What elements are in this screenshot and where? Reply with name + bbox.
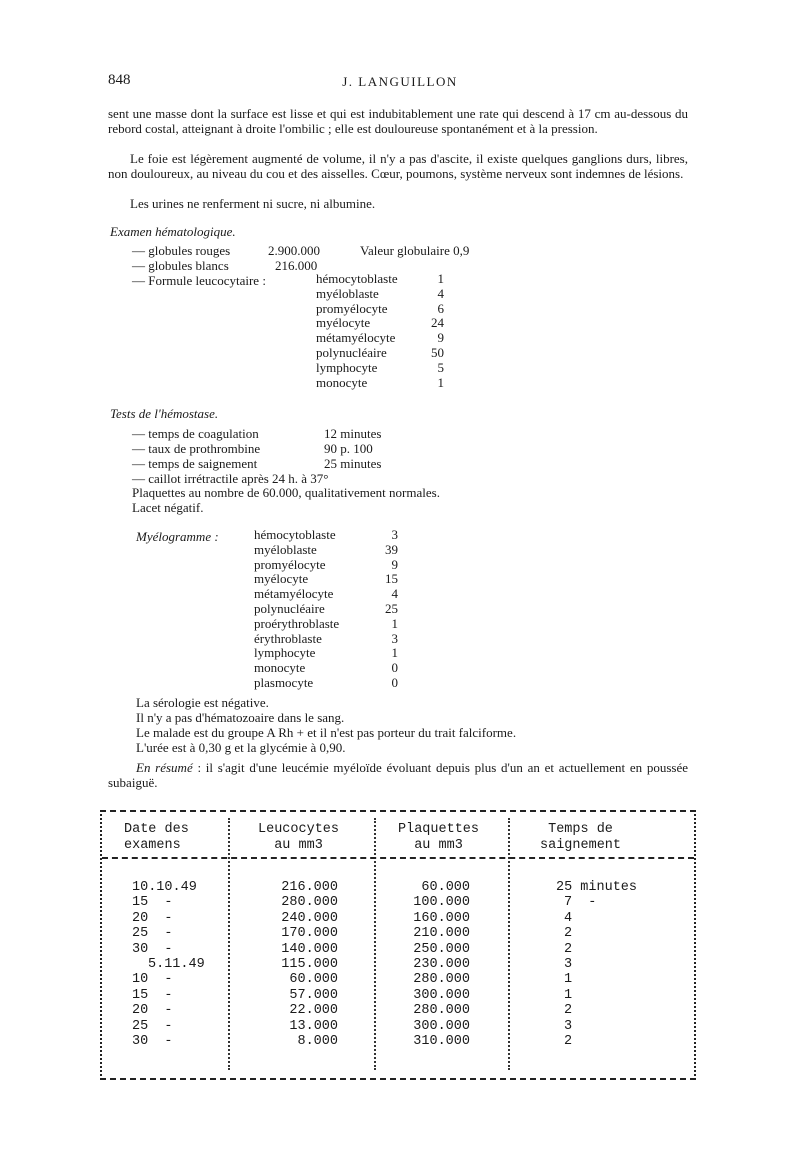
table-cell: 30 - — [132, 941, 173, 957]
coagulation-label: — temps de coagulation — [132, 426, 259, 441]
paragraph-rate: sent une masse dont la surface est lisse et qui est indubitablement une rate qui descend à 17 cm au-dessous du rebord costal, atteignant à droite l'ombilic ; elle est douloureuse spontanément et à la pression. — [108, 106, 688, 136]
table-row: monocyte 0 — [254, 660, 398, 676]
table-cell: 160.000 — [413, 910, 470, 926]
plaquettes-column — [402, 880, 470, 1049]
table-cell: 2 — [564, 941, 573, 957]
table-cell: 280.000 — [281, 895, 338, 911]
myelogramme-heading: Myélogramme : — [136, 529, 219, 544]
valeur-globulaire: Valeur globulaire 0,9 — [360, 243, 470, 258]
table-row: lymphocyte 1 — [254, 645, 398, 661]
table-cell: 300.000 — [413, 987, 470, 1003]
table-cell: 2 — [564, 1034, 573, 1050]
summary-table — [100, 810, 696, 1080]
header-divider — [102, 857, 694, 859]
table-cell: 230.000 — [413, 957, 470, 973]
leucocytes-column — [262, 880, 338, 1049]
table-cell: 210.000 — [413, 926, 470, 942]
prothrombine-label: — taux de prothrombine — [132, 441, 261, 456]
table-cell: 4 — [564, 910, 573, 926]
table-row: métamyélocyte 9 — [316, 330, 444, 346]
table-cell: 3 — [564, 957, 573, 973]
table-cell: 2 — [564, 926, 573, 942]
table-row: promyélocyte 6 — [316, 300, 444, 316]
table-cell: 115.000 — [281, 957, 338, 973]
table-cell: 15 - — [132, 987, 173, 1003]
table-cell: 22.000 — [289, 1003, 338, 1019]
paragraph-urines: Les urines ne renferment ni sucre, ni albumine. — [130, 196, 376, 211]
running-head: J. LANGUILLON — [342, 74, 458, 89]
table-cell: 30 - — [132, 1034, 173, 1050]
table-cell: 100.000 — [413, 895, 470, 911]
table-row: plasmocyte 0 — [254, 674, 398, 690]
table-cell: 13.000 — [289, 1018, 338, 1034]
myelogramme-table — [254, 528, 398, 691]
table-cell: 25 - — [132, 1018, 173, 1034]
table-row: myélocyte 15 — [254, 571, 398, 587]
table-cell: 1 — [564, 972, 573, 988]
table-cell: 300.000 — [413, 1018, 470, 1034]
column-divider — [374, 818, 376, 1070]
table-row: métamyélocyte 4 — [254, 586, 398, 602]
date-column — [132, 880, 205, 1049]
table-row: lymphocyte 5 — [316, 359, 444, 375]
table-cell: 60.000 — [421, 880, 470, 895]
table-cell: 2 — [564, 1003, 573, 1019]
saignement-value: 25 minutes — [324, 456, 382, 471]
table-cell: 5.11.49 — [148, 957, 205, 973]
formule-label: — Formule leucocytaire : — [132, 273, 266, 288]
table-cell: 25 minutes — [556, 880, 638, 895]
prothrombine-value: 90 p. 100 — [324, 441, 373, 456]
globules-rouges-label: — globules rouges — [132, 243, 231, 258]
table-cell: 8.000 — [297, 1034, 338, 1050]
table-row: promyélocyte 9 — [254, 556, 398, 572]
table-cell: 240.000 — [281, 910, 338, 926]
table-cell: 3 — [564, 1018, 573, 1034]
table-row: polynucléaire 50 — [316, 344, 444, 360]
table-cell: 250.000 — [413, 941, 470, 957]
table-row: hémocytoblaste 1 — [316, 271, 444, 286]
table-row: polynucléaire 25 — [254, 600, 398, 616]
table-row: érythroblaste 3 — [254, 630, 398, 646]
table-row: myéloblaste 39 — [254, 541, 398, 557]
groupe-line: Le malade est du groupe A Rh + et il n'est pas porteur du trait falciforme. — [136, 725, 517, 740]
table-cell: 20 - — [132, 1003, 173, 1019]
table-row: monocyte 1 — [316, 374, 444, 390]
serologie-line: La sérologie est négative. — [136, 695, 269, 710]
header-leucocytes: Leucocytes au mm3 — [258, 822, 340, 853]
resume-paragraph: En résumé : il s'agit d'une leucémie myéloïde évoluant depuis plus d'un an et actuellement en poussée subaiguë. — [108, 760, 688, 790]
table-row: proérythroblaste 1 — [254, 615, 398, 631]
plaquettes-line: Plaquettes au nombre de 60.000, qualitativement normales. — [132, 485, 440, 500]
table-cell: 60.000 — [289, 972, 338, 988]
uree-line: L'urée est à 0,30 g et la glycémie à 0,90. — [136, 740, 346, 755]
header-plaquettes: Plaquettes au mm3 — [398, 822, 480, 853]
hemato-heading: Examen hématologique. — [110, 224, 236, 239]
table-cell: 10.10.49 — [132, 880, 197, 895]
table-cell: 280.000 — [413, 1003, 470, 1019]
table-cell: 57.000 — [289, 987, 338, 1003]
hemostase-heading: Tests de l'hémostase. — [110, 406, 219, 421]
paragraph-foie: Le foie est légèrement augmenté de volume, il n'y a pas d'ascite, il existe quelques ganglions durs, libres, non douloureux, au niveau du cou et des aisselles. Cœur, poumons, système nerveux sont indemnes de lésions. — [108, 151, 688, 181]
table-cell: 310.000 — [413, 1034, 470, 1050]
table-cell: 7 - — [564, 895, 597, 911]
table-cell: 170.000 — [281, 926, 338, 942]
table-cell: 140.000 — [281, 941, 338, 957]
globules-rouges-value: 2.900.000 — [268, 243, 320, 258]
globules-blancs-label: — globules blancs — [132, 258, 229, 273]
column-divider — [508, 818, 510, 1070]
globules-blancs-value: 216.000 — [275, 258, 318, 273]
page-number: 848 — [108, 72, 131, 88]
header-date: Date des examens — [124, 822, 189, 853]
table-row: myéloblaste 4 — [316, 285, 444, 301]
table-cell: 280.000 — [413, 972, 470, 988]
table-cell: 10 - — [132, 972, 173, 988]
lacet-line: Lacet négatif. — [132, 500, 204, 515]
header-temps: Temps de saignement — [540, 822, 622, 853]
hematozoaire-line: Il n'y a pas d'hématozoaire dans le sang. — [136, 710, 345, 725]
table-row: myélocyte 24 — [316, 315, 444, 331]
coagulation-value: 12 minutes — [324, 426, 382, 441]
table-cell: 216.000 — [281, 880, 338, 895]
formule-table — [316, 272, 444, 390]
column-divider — [228, 818, 230, 1070]
table-cell: 15 - — [132, 895, 173, 911]
table-cell: 25 - — [132, 926, 173, 942]
table-row: hémocytoblaste 3 — [254, 527, 398, 542]
temps-column — [556, 880, 637, 1049]
table-cell: 1 — [564, 987, 573, 1003]
saignement-label: — temps de saignement — [132, 456, 258, 471]
table-cell: 20 - — [132, 910, 173, 926]
caillot-line: — caillot irrétractile après 24 h. à 37° — [132, 471, 329, 486]
